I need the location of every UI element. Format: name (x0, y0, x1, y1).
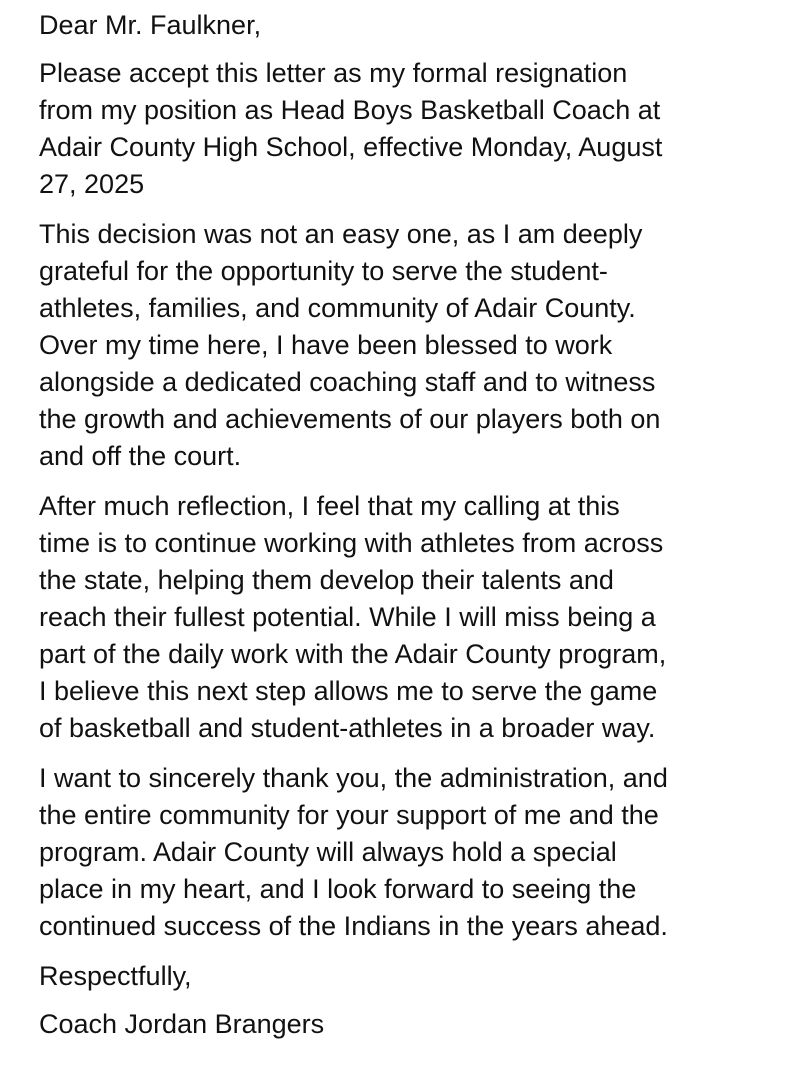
paragraph-line: part of the daily work with the Adair County program, (39, 639, 667, 669)
signature (39, 1006, 760, 1043)
paragraph-line: I want to sincerely thank you, the administration, and (39, 763, 668, 793)
paragraph-line: place in my heart, and I look forward to seeing the (39, 874, 637, 904)
paragraph-line: of basketball and student-athletes in a broader way. (39, 713, 656, 743)
paragraph-line: Over my time here, I have been blessed to work (39, 330, 613, 360)
paragraph-line: program. Adair County will always hold a special (39, 837, 617, 867)
closing (39, 958, 760, 995)
paragraph-line: continued success of the Indians in the years ahead. (39, 911, 668, 941)
paragraph-line: the state, helping them develop their talents and (39, 565, 614, 595)
paragraph-reflection (39, 488, 760, 747)
paragraph-line: grateful for the opportunity to serve the student- (39, 256, 608, 286)
paragraph-line: athletes, families, and community of Adair County. (39, 293, 636, 323)
paragraph-gratitude (39, 216, 760, 475)
paragraph-line: Adair County High School, effective Monday, August (39, 132, 663, 162)
paragraph-line: the entire community for your support of me and the (39, 800, 659, 830)
paragraph-resignation-notice (39, 55, 760, 203)
paragraph-line: This decision was not an easy one, as I am deeply (39, 219, 643, 249)
salutation (39, 7, 760, 44)
paragraph-line: reach their fullest potential. While I will miss being a (39, 602, 656, 632)
closing-text: Respectfully, (39, 961, 192, 991)
paragraph-line: alongside a dedicated coaching staff and to witness (39, 367, 656, 397)
paragraph-thanks (39, 760, 760, 945)
paragraph-line: 27, 2025 (39, 169, 145, 199)
paragraph-line: from my position as Head Boys Basketball Coach at (39, 95, 661, 125)
signature-text: Coach Jordan Brangers (39, 1009, 325, 1039)
paragraph-line: the growth and achievements of our players both on (39, 404, 661, 434)
paragraph-line: I believe this next step allows me to serve the game (39, 676, 658, 706)
paragraph-line: time is to continue working with athletes from across (39, 528, 664, 558)
paragraph-line: Please accept this letter as my formal resignation (39, 58, 628, 88)
paragraph-line: After much reflection, I feel that my calling at this (39, 491, 620, 521)
salutation-text: Dear Mr. Faulkner, (39, 10, 262, 40)
paragraph-line: and off the court. (39, 441, 242, 471)
